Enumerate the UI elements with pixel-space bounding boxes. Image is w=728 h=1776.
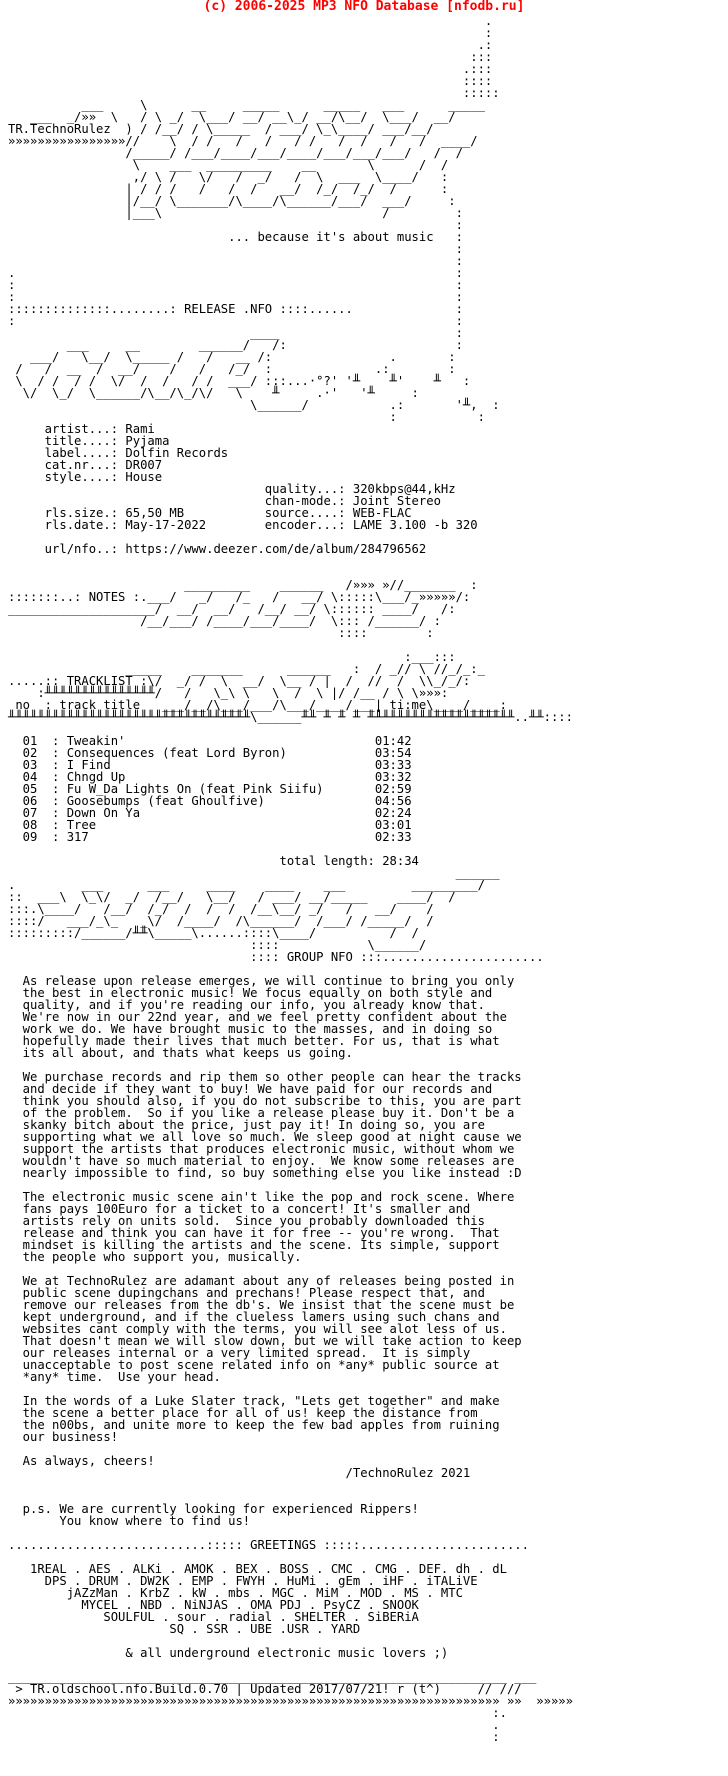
nfo-line: ____________________/ __/ __/ /__/ __/ \:::::: ____/ /:	[8, 602, 456, 616]
nfo-line: rls.size.: 65,50 MB source....: WEB-FLAC	[8, 506, 412, 520]
nfo-line: support the artists that produces electronic music, without whom we	[8, 1142, 515, 1156]
nfo-line: /__/___/ /____/___/____/ \::: /______/ :	[8, 614, 441, 628]
nfo-line: ____________________________________________________________________ ___	[8, 1670, 537, 1684]
nfo-line: ::::	[8, 74, 493, 88]
nfo-line: TR.TechnoRulez ) / /__/ / \_____ / ___/ \_\____/ ___/__/	[8, 122, 434, 136]
nfo-line: :::	[8, 50, 493, 64]
nfo-line: and decide if they want to buy! We have paid for our records and	[8, 1082, 493, 1096]
nfo-line: of the problem. So if you like a release please buy it. Don't be a	[8, 1106, 515, 1120]
nfo-line: .:::	[8, 62, 493, 76]
nfo-line: ...........................::::: GREETINGS :::::.......................	[8, 1538, 529, 1552]
nfo-line: _____ _______ ______ : / _// \ //_/_:_	[8, 662, 485, 676]
nfo-line: .	[8, 14, 493, 28]
nfo-line: work we do. We have brought music to the masses, and in doing so	[8, 1022, 493, 1036]
nfo-line: rls.date.: May-17-2022 encoder...: LAME 3.100 -b 320	[8, 518, 478, 532]
nfo-line: our business!	[8, 1430, 119, 1444]
nfo-line: ::::::::::::::........: RELEASE .NFO ::::...... :	[8, 302, 463, 316]
nfo-line: :::: :	[8, 626, 434, 640]
nfo-line: 01 : Tweakin' 01:42	[8, 734, 412, 748]
nfo-line: :╨╨╨╨╨╨╨╨╨╨╨╨╨╨╨/ / \_\ \ \ / \ |/ /__ / \ \»»»:	[8, 686, 449, 700]
nfo-line: You know where to find us!	[8, 1514, 251, 1528]
nfo-line: That doesn't mean we will slow down, but we will take action to keep	[8, 1334, 522, 1348]
nfo-line: _________ ______ /»»» »//_______ :	[8, 578, 478, 592]
nfo-line: : :	[8, 314, 463, 328]
nfo-line: MYCEL . NBD . NiNJAS . OMA PDJ . PsyCZ . SNOOK	[8, 1598, 419, 1612]
nfo-line: ::::/ ___/_\_ _\/ /____/ /\______/ /___/ /_____/ /	[8, 914, 434, 928]
nfo-line: SOULFUL . sour . radial . SHELTER . SiBERiA	[8, 1610, 419, 1624]
nfo-line: As always, cheers!	[8, 1454, 155, 1468]
nfo-line: :	[8, 218, 463, 232]
nfo-line: nearly impossible to find, so buy something else you like instead :D	[8, 1166, 522, 1180]
nfo-line: . ___ ___ ____ ____ ___ _________/	[8, 878, 485, 892]
nfo-line: ,/ \ / \/ / _/ / \ ___ \____/ :	[8, 170, 449, 184]
nfo-line: / / __ / __/ / / /_/ : .: :	[8, 362, 456, 376]
nfo-line: :::.\____/ /__/ /_/ / / / /__\__/ _/ / __/ /	[8, 902, 434, 916]
nfo-line: 03 : I Find 03:33	[8, 758, 412, 772]
nfo-line: 07 : Down On Ya 02:24	[8, 806, 412, 820]
nfo-line: \ ___ _________ __ \ / /	[8, 158, 449, 172]
nfo-line: supporting what we all love so much. We sleep good at night cause we	[8, 1130, 522, 1144]
nfo-line: the people who support you, musically.	[8, 1250, 302, 1264]
nfo-line: no : track title ___/__/\___/___/\___/____/___| ti:me\____/____:	[8, 698, 507, 712]
nfo-line: :::::::::/______/╨╨\_____\......::::\____/ / /	[8, 926, 419, 940]
nfo-line: 06 : Goosebumps (feat Ghoulfive) 04:56	[8, 794, 412, 808]
nfo-line: total length: 28:34	[8, 854, 419, 868]
nfo-line: 1REAL . AES . ALKi . AMOK . BEX . BOSS . CMC . CMG . DEF. dh . dL	[8, 1562, 507, 1576]
nfo-line: SQ . SSR . UBE .USR . YARD	[8, 1622, 361, 1636]
nfo-line: url/nfo..: https://www.deezer.com/de/album/284796562	[8, 542, 427, 556]
nfo-line: skanky bitch about the price, just pay it! In doing so, you are	[8, 1118, 485, 1132]
nfo-line: :::: \______/	[8, 938, 427, 952]
nfo-line: chan-mode.: Joint Stereo	[8, 494, 441, 508]
nfo-line: > TR.oldschool.nfo.Build.0.70 | Updated 2017/07/21! r (t^) // ///	[8, 1682, 522, 1696]
nfo-line: :::: GROUP NFO :::......................	[8, 950, 544, 964]
nfo-line: : :	[8, 290, 463, 304]
nfo-line: .	[8, 1718, 500, 1732]
nfo-line: We at TechnoRulez are adamant about any of releases being posted in	[8, 1274, 515, 1288]
nfo-line: quality...: 320kbps@44,kHz	[8, 482, 456, 496]
nfo-line: : :	[8, 278, 463, 292]
nfo-line: the best in electronic music! We focus equally on both style and	[8, 986, 493, 1000]
nfo-line: \/ \_/ \______/\__/\_/\/ \ ╨ .·' '╨ :	[8, 386, 419, 400]
nfo-line: :	[8, 242, 463, 256]
nfo-line: artists rely on units sold. Since you probably downloaded this	[8, 1214, 485, 1228]
nfo-line: label....: Dolfin Records	[8, 446, 229, 460]
nfo-line: /TechnoRulez 2021	[8, 1466, 471, 1480]
nfo-line: public scene dupingchans and prechans! Please respect that, and	[8, 1286, 485, 1300]
nfo-line: cat.nr...: DR007	[8, 458, 163, 472]
nfo-line: jAZzMan . KrbZ . kW . mbs . MGC . MiM . MOD . MS . MTC	[8, 1586, 463, 1600]
site-credit: (c) 2006-2025 MP3 NFO Database [nfodb.ru]	[203, 0, 525, 14]
nfo-line: We're now in our 22nd year, and we feel pretty confident about the	[8, 1010, 507, 1024]
nfo-line: style....: House	[8, 470, 163, 484]
nfo-text	[8, 15, 573, 1743]
nfo-line: 08 : Tree 03:01	[8, 818, 412, 832]
nfo-line: ... because it's about music :	[8, 230, 463, 244]
nfo-line: the scene a better place for all of us! keep the distance from	[8, 1406, 478, 1420]
nfo-line: »»»»»»»»»»»»»»»»»»»»»»»»»»»»»»»»»»»»»»»»»»»»»»»»»»»»»»»»»»»»»»»»»»» »» »»»»»	[8, 1694, 573, 1708]
nfo-line: As release upon release emerges, we will continue to bring you only	[8, 974, 515, 988]
nfo-line: :.	[8, 1706, 507, 1720]
nfo-line: p.s. We are currently looking for experienced Rippers!	[8, 1502, 419, 1516]
nfo-line: ___ __ ______/ /: :	[8, 338, 463, 352]
nfo-line: fans pays 100Euro for a ticket to a concert! It's smaller and	[8, 1202, 471, 1216]
nfo-line: websites cant comply with the terms, you will see alot less of us.	[8, 1322, 507, 1336]
nfo-line: ___ _/»» \ / \ _/ \___/ __/ __\_/ __/\__/ \___/ __/	[8, 110, 456, 124]
nfo-line: the n00bs, and unite more to keep the few bad apples from ruining	[8, 1418, 500, 1432]
nfo-line: |___\ / :	[8, 206, 463, 220]
nfo-line: \ / / / / \/ / / / / ___/ :::...·°?' '╨ ╨' ╨ :	[8, 374, 471, 388]
nfo-line: ___/ \__/ \_____ / / __ /: . :	[8, 350, 456, 364]
nfo-line: :___:::	[8, 650, 456, 664]
nfo-line: . :	[8, 266, 463, 280]
nfo-line: 02 : Consequences (feat Lord Byron) 03:54	[8, 746, 412, 760]
nfo-line: ___ \ __ _____ _____ ___ _____	[8, 98, 485, 112]
nfo-line: :	[8, 1730, 500, 1744]
nfo-line: DPS . DRUM . DW2K . EMP . FWYH . HuMi . gEm . iHF . iTALiVE	[8, 1574, 478, 1588]
nfo-line: remove our releases from the db's. We insist that the scene must be	[8, 1298, 515, 1312]
nfo-line: *any* time. Use your head.	[8, 1370, 221, 1384]
nfo-line: ____ :	[8, 326, 463, 340]
nfo-line: 09 : 317 02:33	[8, 830, 412, 844]
nfo-line: 05 : Fu W_Da Lights On (feat Pink Siifu) 02:59	[8, 782, 412, 796]
nfo-line: :: ___\ \_\/ _/ /__/ \__/ / ___/ __/_____ ____/ /	[8, 890, 456, 904]
nfo-line: release and think you can have it for free -- you're wrong. That	[8, 1226, 500, 1240]
nfo-line: quality, and if you're reading our info, you already know that.	[8, 998, 485, 1012]
nfo-line: /_____/ /___/____/___/____/___/___/___/ / /	[8, 146, 463, 160]
nfo-line: We purchase records and rip them so other people can hear the tracks	[8, 1070, 522, 1084]
nfo-line: its all about, and thats what keeps us going.	[8, 1046, 353, 1060]
nfo-line: title....: Pyjama	[8, 434, 170, 448]
nfo-line: \______/ .: '╨, :	[8, 398, 500, 412]
nfo-line: : :	[8, 410, 485, 424]
nfo-line: ╨╨╨╨╨╨╨╨╨╨╨╨╨╨╨╨╨╨╨╨╨╨╨╨╨╨╨╨╨╨╨╨╨\______╨╨ ╨ ╨ ╨ ╨╨╨╨╨╨╨╨╨╨╨╨╨╨╨╨╨╨╨╨..╨╨::::	[8, 710, 573, 724]
nfo-line: 04 : Chngd Up 03:32	[8, 770, 412, 784]
nfo-line: .....:: TRACKLIST :\/ _/ / \ __/ \__ / | / // / \\_/_/:	[8, 674, 471, 688]
nfo-line: artist...: Rami	[8, 422, 155, 436]
nfo-line: think you should also, if you do not subscribe to this, you are part	[8, 1094, 522, 1108]
nfo-line: unacceptable to post scene related info on *any* public source at	[8, 1358, 500, 1372]
nfo-line: & all underground electronic music lovers ;)	[8, 1646, 449, 1660]
nfo-line: wouldn't have so much material to enjoy. We know some releases are	[8, 1154, 515, 1168]
nfo-line: |/__/ \_______/\____/\______/___/ ___/ :	[8, 194, 456, 208]
nfo-line: :::::	[8, 86, 500, 100]
nfo-line: kept underground, and if the clueless lamers using such chans and	[8, 1310, 500, 1324]
nfo-line: | / / / / / / __/ /_/ /_/ / :	[8, 182, 449, 196]
nfo-line: The electronic music scene ain't like the pop and rock scene. Where	[8, 1190, 515, 1204]
nfo-line: In the words of a Luke Slater track, "Lets get together" and make	[8, 1394, 500, 1408]
nfo-line: :	[8, 254, 463, 268]
nfo-line: :::::::..: NOTES :.___/ _/ /_ / __/ \:::::\___/_»»»»»/:	[8, 590, 471, 604]
nfo-line: hopefully made their lives that much better. For us, that is what	[8, 1034, 500, 1048]
nfo-line: ______	[8, 866, 500, 880]
nfo-line: our releases internal or a very limited spread. It is simply	[8, 1346, 471, 1360]
nfo-line: .:	[8, 38, 493, 52]
nfo-line: :	[8, 26, 493, 40]
nfo-line: »»»»»»»»»»»»»»»»// \ / / / / / / / / / / ____/	[8, 134, 478, 148]
nfo-line: mindset is killing the artists and the scene. Its simple, support	[8, 1238, 500, 1252]
